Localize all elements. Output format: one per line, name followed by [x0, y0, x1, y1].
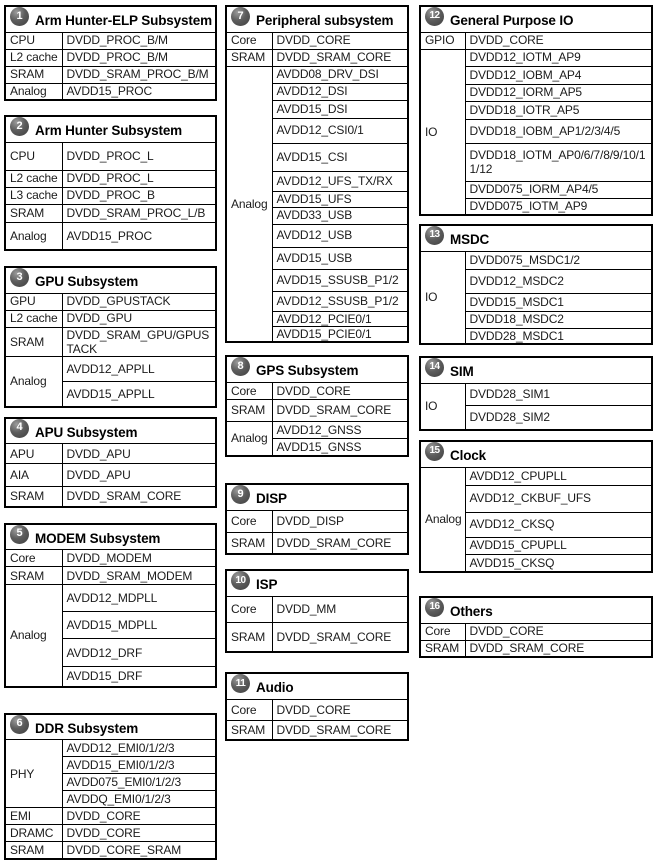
power-rail: AVDD08_DRV_DSI — [272, 66, 408, 83]
component-label: EMI — [5, 808, 62, 825]
power-rail: DVDD_APU — [62, 444, 216, 464]
table-15-clock — [419, 440, 653, 573]
component-label: PHY — [5, 740, 62, 808]
component-label: SRAM — [226, 49, 272, 66]
section-title: Clock — [450, 448, 487, 464]
power-rail: DVDD_SRAM_CORE — [62, 487, 216, 507]
section-title: SIM — [450, 364, 474, 380]
component-label: AIA — [5, 464, 62, 487]
component-label: IO — [420, 49, 465, 215]
power-rail: DVDD_MM — [272, 596, 408, 622]
power-rail: AVDD12_CKSQ — [465, 512, 652, 537]
power-rail: AVDD15_PROC — [62, 222, 216, 250]
section-number-badge: 10 — [231, 571, 250, 590]
table-13-msdc — [419, 224, 653, 345]
section-header — [5, 116, 216, 142]
power-rail: AVDD15_CKSQ — [465, 554, 652, 572]
power-rail: AVDD12_MDPLL — [62, 585, 216, 612]
power-rail: DVDD_PROC_B/M — [62, 32, 216, 49]
component-label: SRAM — [5, 204, 62, 222]
table-8-gps-subsystem — [225, 355, 409, 457]
column-left — [4, 0, 217, 860]
component-label: Core — [226, 382, 272, 399]
power-rail: DVDD18_IOTM_AP0/6/7/8/9/10/11/12 — [465, 143, 652, 181]
column-right — [419, 0, 653, 658]
power-rail: AVDD15_MDPLL — [62, 612, 216, 639]
component-label: L2 cache — [5, 170, 62, 187]
table-4-apu-subsystem — [4, 417, 217, 508]
component-label: CPU — [5, 32, 62, 49]
power-rail: DVDD_PROC_L — [62, 142, 216, 170]
section-number-badge: 6 — [10, 715, 29, 734]
component-label: SRAM — [226, 622, 272, 652]
component-label: GPU — [5, 293, 62, 310]
power-rail: DVDD_PROC_B/M — [62, 49, 216, 66]
power-rail: DVDD_CORE — [272, 32, 408, 49]
component-label: SRAM — [5, 66, 62, 83]
component-label: SRAM — [226, 532, 272, 554]
component-label: APU — [5, 444, 62, 464]
power-rail: AVDD15_DRF — [62, 667, 216, 687]
power-rail: AVDD12_GNSS — [272, 421, 408, 438]
section-header — [5, 714, 216, 740]
power-rail: DVDD28_SIM2 — [465, 405, 652, 430]
power-rail: AVDD12_DSI — [272, 83, 408, 100]
component-label: IO — [420, 383, 465, 430]
power-rail: DVDD_APU — [62, 464, 216, 487]
table-1-arm-hunter-elp-subsystem — [4, 5, 217, 101]
power-rail: DVDD_DISP — [272, 510, 408, 532]
power-rail: DVDD_CORE_SRAM — [62, 842, 216, 859]
power-rail: DVDD_GPUSTACK — [62, 293, 216, 310]
power-rail: AVDD15_CPUPLL — [465, 537, 652, 554]
component-label: IO — [420, 251, 465, 344]
table-7-peripheral-subsystem — [225, 5, 409, 343]
power-rail: DVDD_CORE — [465, 623, 652, 640]
table-9-disp — [225, 483, 409, 555]
power-rail: DVDD28_MSDC1 — [465, 328, 652, 344]
section-title: General Purpose IO — [450, 13, 574, 29]
power-rail: DVDD18_IOTR_AP5 — [465, 101, 652, 119]
power-rail: DVDD_SRAM_CORE — [272, 399, 408, 421]
section-number-badge: 8 — [231, 357, 250, 376]
power-rail: DVDD_SRAM_GPU/GPUSTACK — [62, 327, 216, 357]
power-rail: AVDD12_CSI0/1 — [272, 118, 408, 143]
power-rail: AVDD15_DSI — [272, 100, 408, 118]
power-rail: DVDD_SRAM_PROC_L/B — [62, 204, 216, 222]
section-header — [420, 6, 652, 32]
power-rail: AVDD15_PCIE0/1 — [272, 326, 408, 342]
component-label: Analog — [420, 467, 465, 572]
power-rail: DVDD12_IOTM_AP9 — [465, 49, 652, 66]
power-rail: DVDD12_IORM_AP5 — [465, 84, 652, 101]
power-rail: DVDD_CORE — [62, 808, 216, 825]
component-label: SRAM — [5, 487, 62, 507]
power-rail: AVDD075_EMI0/1/2/3 — [62, 774, 216, 791]
power-rail: AVDD15_SSUSB_P1/2 — [272, 269, 408, 291]
section-header — [5, 267, 216, 293]
component-label: Core — [226, 699, 272, 720]
power-rail: DVDD_CORE — [272, 699, 408, 720]
section-number-badge: 1 — [10, 7, 29, 26]
power-rail: DVDD075_IORM_AP4/5 — [465, 181, 652, 198]
power-rail: DVDD12_IOBM_AP4 — [465, 66, 652, 84]
power-rail: AVDD15_CSI — [272, 143, 408, 171]
power-rail: DVDD075_IOTM_AP9 — [465, 198, 652, 215]
power-rail: AVDD12_CKBUF_UFS — [465, 485, 652, 512]
power-rail: DVDD075_MSDC1/2 — [465, 251, 652, 269]
table-10-isp — [225, 569, 409, 653]
power-rail: DVDD28_SIM1 — [465, 383, 652, 405]
section-header — [5, 524, 216, 550]
section-title: MSDC — [450, 232, 490, 248]
section-header — [420, 441, 652, 467]
power-rail: AVDD15_USB — [272, 247, 408, 269]
component-label: Core — [420, 623, 465, 640]
section-number-badge: 11 — [231, 674, 250, 693]
power-rail: AVDD15_GNSS — [272, 438, 408, 456]
component-label: SRAM — [226, 720, 272, 740]
power-rail: DVDD_GPU — [62, 310, 216, 327]
component-label: Analog — [5, 585, 62, 687]
section-title: DDR Subsystem — [35, 720, 139, 736]
component-label: L2 cache — [5, 49, 62, 66]
power-rail: DVDD_SRAM_CORE — [272, 622, 408, 652]
component-label: L2 cache — [5, 310, 62, 327]
section-title: DISP — [256, 491, 287, 507]
section-title: GPU Subsystem — [35, 274, 139, 290]
power-rail: AVDD12_USB — [272, 224, 408, 247]
power-rail: DVDD_SRAM_PROC_B/M — [62, 66, 216, 83]
component-label: SRAM — [5, 327, 62, 357]
section-title: Others — [450, 604, 493, 620]
component-label: Analog — [226, 421, 272, 456]
section-header — [420, 225, 652, 251]
table-3-gpu-subsystem — [4, 266, 217, 408]
section-header — [226, 570, 408, 596]
component-label: Analog — [5, 83, 62, 100]
power-rail: DVDD18_MSDC2 — [465, 311, 652, 328]
power-rail: AVDD12_EMI0/1/2/3 — [62, 740, 216, 757]
section-header — [226, 673, 408, 699]
power-rail: DVDD_SRAM_CORE — [272, 49, 408, 66]
power-rail: DVDD12_MSDC2 — [465, 269, 652, 293]
power-rail: AVDD12_APPLL — [62, 357, 216, 382]
component-label: CPU — [5, 142, 62, 170]
component-label: SRAM — [5, 567, 62, 585]
table-16-others — [419, 596, 653, 658]
section-number-badge: 5 — [10, 525, 29, 544]
component-label: DRAMC — [5, 825, 62, 842]
section-number-badge: 2 — [10, 117, 29, 136]
table-11-audio — [225, 672, 409, 741]
power-rail: DVDD_SRAM_MODEM — [62, 567, 216, 585]
power-rail: DVDD_CORE — [465, 32, 652, 49]
component-label: Core — [226, 32, 272, 49]
power-rail: DVDD_SRAM_CORE — [272, 720, 408, 740]
power-rail: AVDD12_CPUPLL — [465, 467, 652, 485]
power-rail: DVDD_PROC_B — [62, 187, 216, 204]
section-header — [420, 597, 652, 623]
section-header — [5, 6, 216, 32]
power-rail: AVDDQ_EMI0/1/2/3 — [62, 791, 216, 808]
power-rail: DVDD_CORE — [272, 382, 408, 399]
table-14-sim — [419, 356, 653, 431]
power-rail: AVDD15_APPLL — [62, 382, 216, 407]
section-title: Arm Hunter Subsystem — [35, 123, 183, 139]
section-header — [420, 357, 652, 383]
component-label: Analog — [5, 357, 62, 407]
component-label: Core — [5, 550, 62, 567]
power-rail: AVDD15_PROC — [62, 83, 216, 100]
power-rail: DVDD_MODEM — [62, 550, 216, 567]
component-label: L3 cache — [5, 187, 62, 204]
power-rail: AVDD12_UFS_TX/RX — [272, 171, 408, 191]
section-number-badge: 12 — [425, 7, 444, 26]
power-rail: AVDD12_SSUSB_P1/2 — [272, 291, 408, 311]
section-header — [226, 484, 408, 510]
section-title: MODEM Subsystem — [35, 530, 161, 546]
power-rail: DVDD_SRAM_CORE — [272, 532, 408, 554]
component-label: GPIO — [420, 32, 465, 49]
component-label: Analog — [226, 66, 272, 342]
component-label: Core — [226, 510, 272, 532]
section-number-badge: 13 — [425, 226, 444, 245]
component-label: Analog — [5, 222, 62, 250]
power-rail: AVDD15_UFS — [272, 191, 408, 207]
table-2-arm-hunter-subsystem — [4, 115, 217, 251]
column-middle — [225, 0, 409, 741]
section-number-badge: 4 — [10, 419, 29, 438]
section-title: Arm Hunter-ELP Subsystem — [35, 13, 212, 29]
section-header — [5, 418, 216, 444]
section-header — [226, 6, 408, 32]
section-number-badge: 3 — [10, 268, 29, 287]
power-rail: AVDD12_PCIE0/1 — [272, 311, 408, 326]
section-number-badge: 9 — [231, 485, 250, 504]
section-title: Peripheral subsystem — [256, 13, 394, 29]
component-label: SRAM — [420, 640, 465, 657]
section-title: Audio — [256, 680, 294, 696]
section-number-badge: 14 — [425, 358, 444, 377]
table-12-general-purpose-io — [419, 5, 653, 216]
section-number-badge: 15 — [425, 442, 444, 461]
power-rail: AVDD12_DRF — [62, 639, 216, 667]
power-rail: DVDD_SRAM_CORE — [465, 640, 652, 657]
power-rail: DVDD18_IOBM_AP1/2/3/4/5 — [465, 119, 652, 143]
section-title: ISP — [256, 577, 278, 593]
power-rail: AVDD15_EMI0/1/2/3 — [62, 757, 216, 774]
table-6-ddr-subsystem — [4, 713, 217, 860]
section-title: APU Subsystem — [35, 424, 138, 440]
component-label: SRAM — [226, 399, 272, 421]
power-rail: DVDD15_MSDC1 — [465, 293, 652, 311]
power-rail: DVDD_PROC_L — [62, 170, 216, 187]
section-title: GPS Subsystem — [256, 363, 359, 379]
component-label: Core — [226, 596, 272, 622]
component-label: SRAM — [5, 842, 62, 859]
section-number-badge: 7 — [231, 7, 250, 26]
power-rail: DVDD_CORE — [62, 825, 216, 842]
power-rail: AVDD33_USB — [272, 207, 408, 224]
section-header — [226, 356, 408, 382]
section-number-badge: 16 — [425, 598, 444, 617]
table-5-modem-subsystem — [4, 523, 217, 688]
